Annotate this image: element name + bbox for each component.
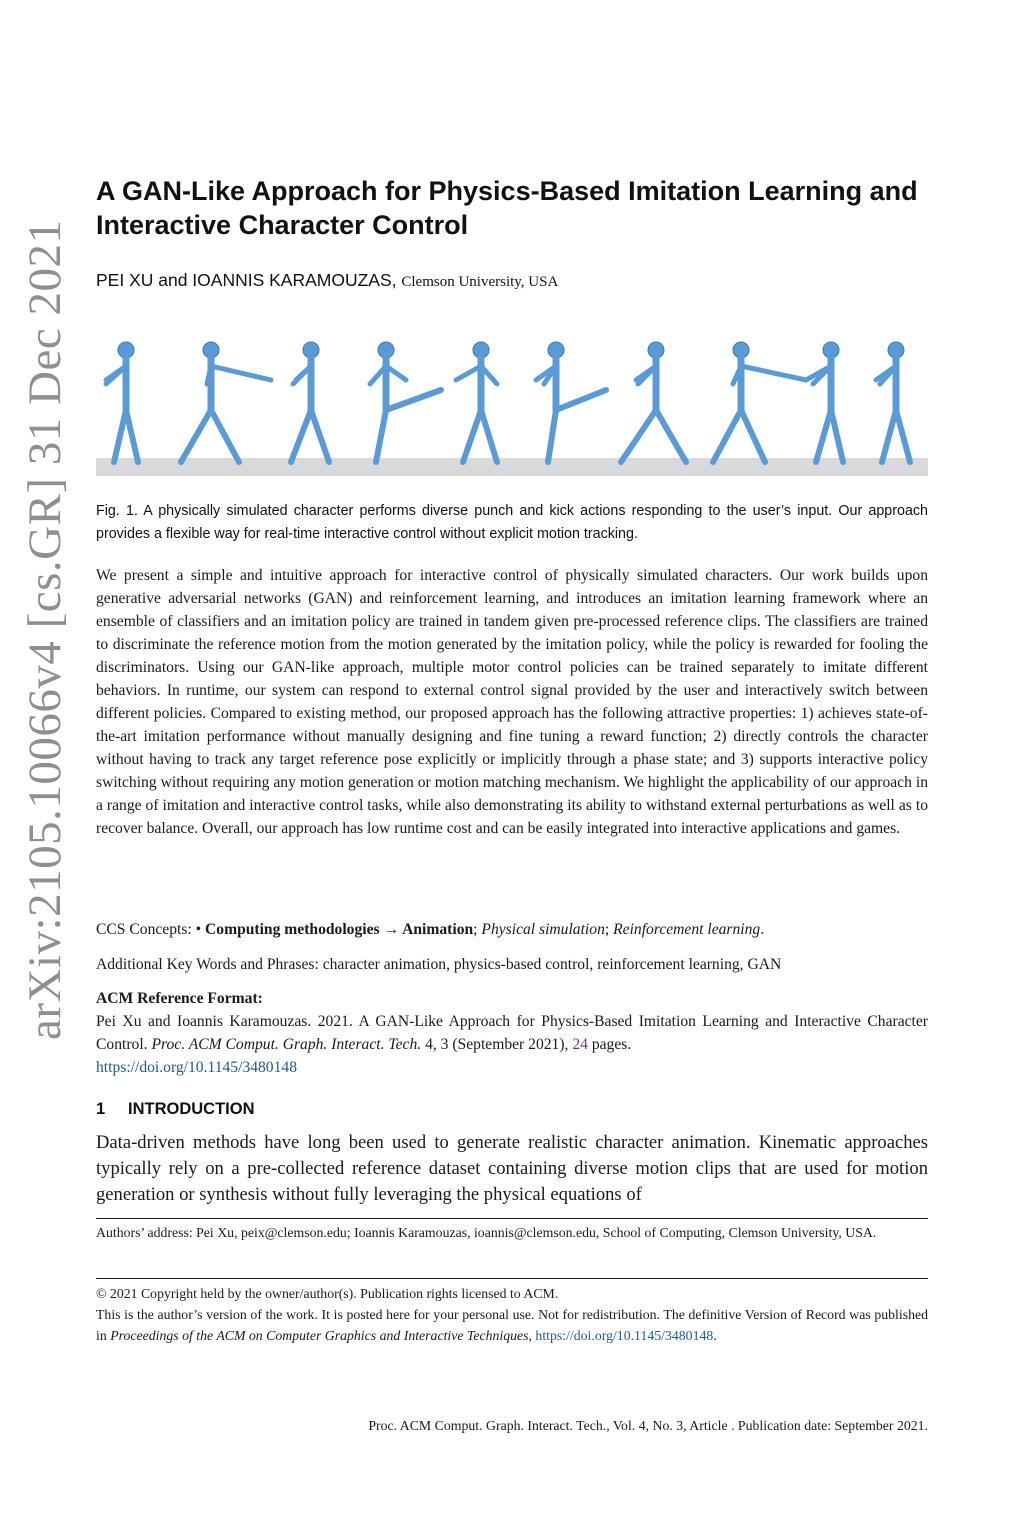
version-note xyxy=(96,1304,928,1346)
acm-reference-journal: Proc. ACM Comput. Graph. Interact. Tech. xyxy=(151,1036,422,1053)
figure-leg-right-4 xyxy=(481,410,497,462)
figure-1 xyxy=(96,338,928,478)
paper-title: A GAN-Like Approach for Physics-Based Imitation Learning and Interactive Character Control xyxy=(96,176,918,240)
figure-arm-right-4 xyxy=(456,366,481,380)
figure-leg-left-1 xyxy=(181,410,211,462)
ccs-end: . xyxy=(760,921,765,938)
version-note-text: This is the author’s version of the work. It is posted here for your personal use. Not for redistribution. The definitive Version of Record was published in xyxy=(96,1307,928,1343)
figure-leg-left-2 xyxy=(291,410,311,462)
section-number: 1 xyxy=(96,1100,106,1118)
figure-leg-right-3 xyxy=(386,390,441,410)
author-line xyxy=(96,270,558,291)
figure-caption: Fig. 1. A physically simulated character performs diverse punch and kick actions responding to the user’s input. Our approach provides a flexible way for real-time interactive control without explicit motion tracking. xyxy=(96,503,928,542)
acm-reference-pages-label: pages. xyxy=(591,1036,632,1053)
figure-leg-left-6 xyxy=(621,410,656,462)
ccs-concepts xyxy=(96,918,928,941)
figure-leg-right-2 xyxy=(311,410,329,462)
figure-leg-left-4 xyxy=(463,410,481,462)
introduction-text: Data-driven methods have long been used to generate realistic character animation. Kinematic approaches typically rely on a pre-collected reference dataset containing diverse motion clips that are used for motion generation or synthesis without fully leveraging the physical equations of xyxy=(96,1132,928,1205)
copyright-footnote xyxy=(96,1283,928,1346)
acm-reference-volume: 4, 3 (September 2021), xyxy=(425,1036,569,1053)
keywords: Additional Key Words and Phrases: character animation, physics-based control, reinforcement learning, GAN xyxy=(96,956,782,973)
figure-leg-left-3 xyxy=(376,410,386,462)
authors-address-footnote: Authors’ address: Pei Xu, peix@clemson.edu; Ioannis Karamouzas, ioannis@clemson.edu, School of Computing, Clemson University, USA. xyxy=(96,1225,877,1240)
figure-arm-right-1 xyxy=(211,366,271,380)
acm-reference-pages-link[interactable]: 24 xyxy=(572,1036,588,1053)
acm-reference xyxy=(96,987,928,1079)
section-title: INTRODUCTION xyxy=(128,1100,255,1118)
stick-figure-poses-icon xyxy=(96,338,928,478)
author-names: PEI XU and IOANNIS KARAMOUZAS, xyxy=(96,270,397,290)
page-footer: Proc. ACM Comput. Graph. Interact. Tech., Vol. 4, No. 3, Article . Publication date: September 2021. xyxy=(368,1418,928,1433)
figure-leg-right-6 xyxy=(656,410,686,462)
acm-reference-text: Pei Xu and Ioannis Karamouzas. 2021. A GAN-Like Approach for Physics-Based Imitation Learning and Interactive Character Control. xyxy=(96,1013,928,1053)
ccs-label: CCS Concepts: • xyxy=(96,921,202,938)
figure-leg-left-9 xyxy=(882,410,896,462)
figure-leg-left-0 xyxy=(114,410,126,462)
ccs-sep-2: ; xyxy=(604,921,610,938)
ccs-bold: Computing methodologies → Animation xyxy=(205,921,474,938)
version-note-proceedings: Proceedings of the ACM on Computer Graphics and Interactive Techniques xyxy=(110,1328,529,1343)
ccs-italic-1: Physical simulation xyxy=(481,921,605,938)
figure-arm-right-7 xyxy=(741,366,806,380)
arxiv-identifier: arXiv:2105.10066v4 [cs.GR] 31 Dec 2021 xyxy=(19,219,71,1040)
figure-leg-right-0 xyxy=(126,410,138,462)
version-note-end: . xyxy=(713,1328,717,1343)
version-note-sep: , xyxy=(528,1328,532,1343)
abstract: We present a simple and intuitive approach for interactive control of physically simulated characters. Our work builds upon generative adversarial networks (GAN) and reinforcement learning, and introduces an imitation learning framework where an ensemble of classifiers and an imitation policy are trained in tandem given pre-processed reference clips. The classifiers are trained to discriminate the reference motion from the motion generated by the imitation policy, while the policy is rewarded for fooling the discriminators. Using our GAN-like approach, multiple motor control policies can be trained separately to imitate different behaviors. In runtime, our system can respond to external control signal provided by the user and interactively switch between different policies. Compared to existing method, our proposed approach has the following attractive properties: 1) achieves state-of-the-art imitation performance without manually designing and fine tuning a reward function; 2) directly controls the character without having to track any target reference pose explicitly or implicitly through a phase state; and 3) supports interactive policy switching without requiring any motion generation or motion matching mechanism. We highlight the applicability of our approach in a range of imitation and interactive control tasks, while also demonstrating its ability to withstand external perturbations as well as to recover balance. Overall, our approach has low runtime cost and can be easily integrated into interactive applications and games. xyxy=(96,567,928,837)
figure-leg-right-5 xyxy=(556,390,606,410)
acm-reference-body xyxy=(96,1010,928,1079)
footnote-rule-1 xyxy=(96,1218,928,1219)
copyright-line: © 2021 Copyright held by the owner/author(s). Publication rights licensed to ACM. xyxy=(96,1286,559,1301)
figure-leg-right-9 xyxy=(896,410,910,462)
figure-leg-left-5 xyxy=(548,410,556,462)
author-affiliation: Clemson University, USA xyxy=(401,274,559,290)
figure-leg-right-7 xyxy=(741,410,765,462)
floor-strip xyxy=(96,458,928,476)
section-heading xyxy=(96,1100,255,1119)
figure-leg-left-8 xyxy=(816,410,831,462)
ccs-sep-1: ; xyxy=(473,921,478,938)
figure-leg-right-8 xyxy=(831,410,843,462)
ccs-italic-2: Reinforcement learning xyxy=(613,921,761,938)
figure-leg-right-1 xyxy=(211,410,239,462)
footnote-rule-2 xyxy=(96,1278,928,1279)
acm-reference-doi-link[interactable]: https://doi.org/10.1145/3480148 xyxy=(96,1059,297,1076)
acm-reference-heading: ACM Reference Format: xyxy=(96,990,263,1007)
figure-leg-left-7 xyxy=(713,410,741,462)
version-note-doi-link[interactable]: https://doi.org/10.1145/3480148 xyxy=(535,1328,714,1343)
